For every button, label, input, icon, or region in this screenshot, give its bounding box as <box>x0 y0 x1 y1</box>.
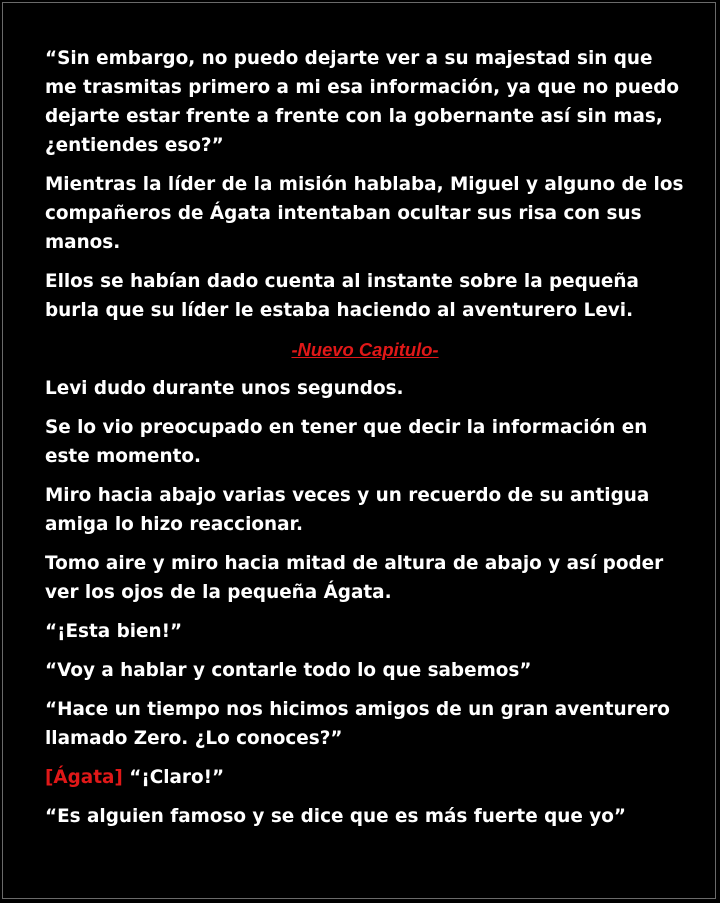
paragraph-4: Levi dudo durante unos segundos. <box>45 378 404 399</box>
paragraph-9: “Voy a hablar y contarle todo lo que sabemos” <box>45 660 532 681</box>
story-text <box>45 44 685 841</box>
paragraph-final: “Es alguien famoso y se dice que es más fuerte que yo” <box>45 806 626 827</box>
paragraph-5: Se lo vio preocupado en tener que decir la información en este momento. <box>45 417 648 467</box>
paragraph-1: “Sin embargo, no puedo dejarte ver a su majestad sin que me trasmitas primero a mi esa información, ya que no puedo dejarte estar frente a frente con la gobernante así sin mas, ¿entiendes eso?” <box>45 48 680 156</box>
paragraph-6: Miro hacia abajo varias veces y un recuerdo de su antigua amiga lo hizo reaccionar. <box>45 485 650 535</box>
speaker-tag: [Ágata] <box>45 767 123 788</box>
paragraph-10: “Hace un tiempo nos hicimos amigos de un gran aventurero llamado Zero. ¿Lo conoces?” <box>45 699 670 749</box>
paragraph-2: Mientras la líder de la misión hablaba, Miguel y alguno de los compañeros de Ágata intentaban ocultar sus risa con sus manos. <box>45 174 684 253</box>
dialogue-text: “¡Claro!” <box>129 767 225 788</box>
dialogue-line <box>45 763 685 792</box>
paragraph-8: “¡Esta bien!” <box>45 621 183 642</box>
paragraph-3: Ellos se habían dado cuenta al instante sobre la pequeña burla que su líder le estaba haciendo al aventurero Levi. <box>45 271 639 321</box>
chapter-heading: -Nuevo Capitulo- <box>291 339 439 360</box>
paragraph-7: Tomo aire y miro hacia mitad de altura de abajo y así poder ver los ojos de la pequeña Ágata. <box>45 553 664 603</box>
